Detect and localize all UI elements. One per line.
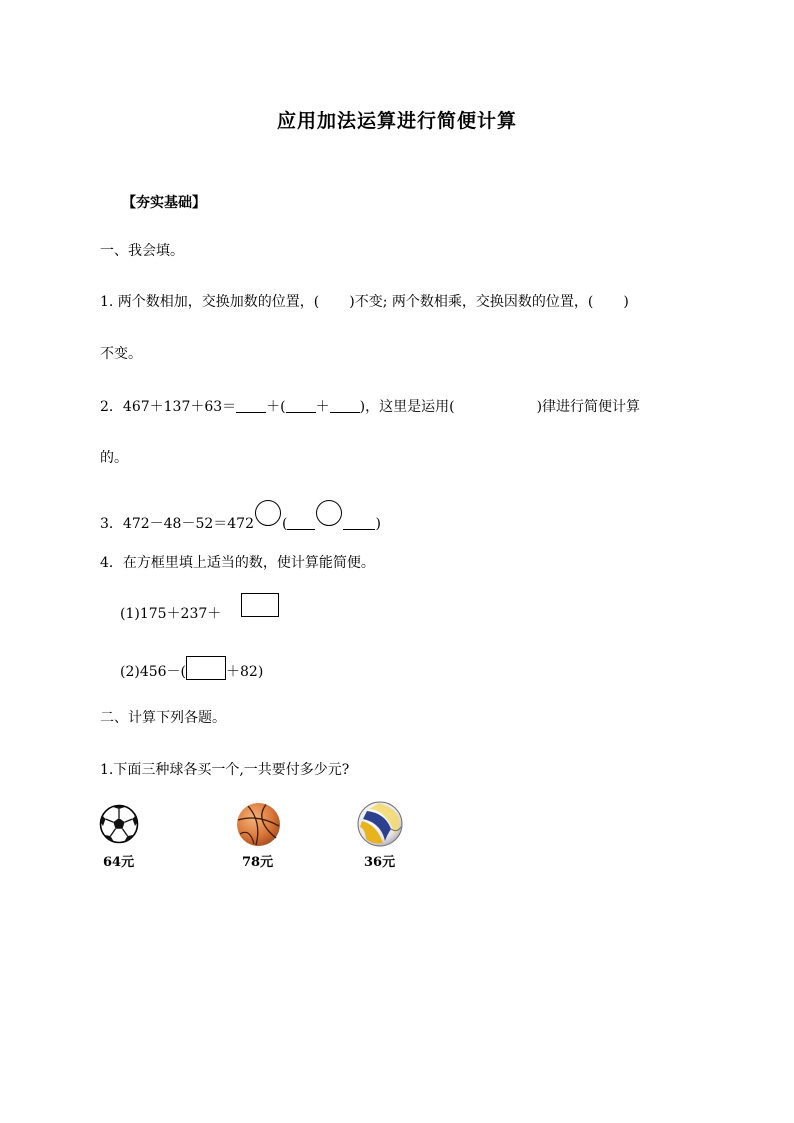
- q2-plus: ＋: [315, 399, 330, 415]
- q3-paren-open: (: [281, 516, 288, 532]
- q2-text-a: 2．467＋137＋63＝: [100, 399, 237, 415]
- soccer-ball-price: 64元: [103, 855, 135, 870]
- q2-text-c: )律进行简便计算: [536, 399, 641, 415]
- q3-operator-circle-1[interactable]: [255, 500, 281, 526]
- q4-2-text-b: ＋82): [226, 664, 264, 680]
- page-title: 应用加法运算进行简便计算: [276, 110, 517, 132]
- q3-operator-circle-2[interactable]: [316, 500, 342, 526]
- q3-blank-2[interactable]: [343, 515, 375, 530]
- q1-text-c: ): [623, 294, 629, 310]
- volleyball-icon: [357, 801, 403, 847]
- q2-plus-open: ＋(: [266, 399, 286, 415]
- part2-heading: 二、计算下列各题。: [100, 710, 226, 726]
- q2-blank-3[interactable]: [330, 398, 360, 413]
- soccer-ball-icon: [99, 804, 139, 844]
- q3-blank-1[interactable]: [287, 515, 315, 530]
- basketball-price: 78元: [242, 855, 274, 870]
- q3-text-a: 3．472－48－52＝472: [100, 516, 254, 532]
- q2-blank-1[interactable]: [236, 398, 266, 413]
- question-4-1: [120, 603, 221, 623]
- question-1: [100, 291, 629, 311]
- q4-1-text: (1)175＋237＋: [120, 606, 222, 622]
- question-3: [100, 500, 381, 533]
- basketball-icon: [236, 802, 281, 847]
- q2-blank-2[interactable]: [286, 398, 316, 413]
- question-1-continued: 不变。: [100, 346, 142, 362]
- q4-1-answer-box[interactable]: [241, 593, 279, 617]
- q3-paren-close: ): [375, 516, 381, 532]
- q1-text-b: )不变; 两个数相乘，交换因数的位置，(: [349, 294, 594, 310]
- q1-text-a: 1. 两个数相加，交换加数的位置，(: [100, 294, 320, 310]
- q4-2-text-a: (2)456－(: [120, 664, 187, 680]
- part1-heading: 一、我会填。: [100, 243, 184, 259]
- question-4-heading: 4．在方框里填上适当的数，使计算能简便。: [100, 555, 375, 571]
- part2-question-1: 1.下面三种球各买一个,一共要付多少元?: [100, 762, 350, 778]
- q2-text-b: )，这里是运用(: [359, 399, 455, 415]
- volleyball-price: 36元: [364, 855, 396, 870]
- section-header: 【夯实基础】: [122, 195, 206, 211]
- question-2-continued: 的。: [100, 450, 128, 466]
- question-4-2: [120, 656, 263, 681]
- question-2: [100, 396, 640, 416]
- q4-2-answer-box[interactable]: [186, 656, 226, 680]
